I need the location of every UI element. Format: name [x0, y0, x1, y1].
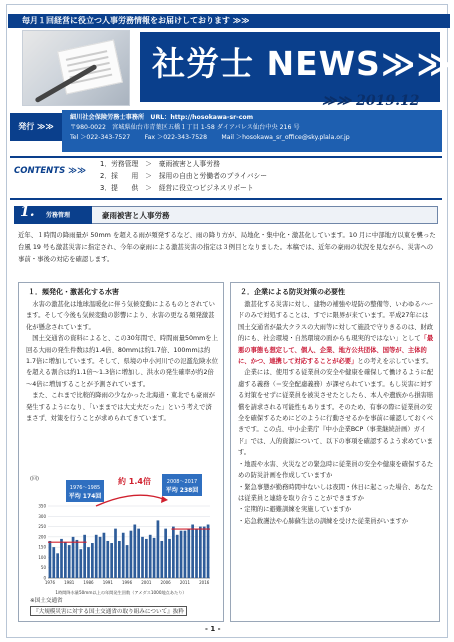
x-tick-label: 2006 [160, 580, 171, 585]
chart-bar [49, 541, 52, 578]
chart-y-ticks [38, 504, 46, 581]
chart-bar [133, 525, 136, 578]
chart-bar [191, 525, 194, 578]
chart-bar [118, 541, 121, 578]
chart-bar [157, 520, 160, 578]
y-tick-label: 250 [38, 524, 46, 530]
y-tick-label: 0 [43, 575, 46, 581]
chart-bar [95, 535, 98, 578]
divider-bottom [10, 198, 442, 200]
chart-bar [130, 531, 133, 578]
contents-item: 1．労務管理 ＞ 豪雨被害と人事労務 [100, 160, 220, 168]
chart-bar [122, 533, 125, 578]
chart-bar [187, 529, 190, 578]
x-tick-label: 2016 [199, 580, 210, 585]
hero-photo [22, 30, 130, 106]
x-tick-label: 1981 [64, 580, 75, 585]
bcp-bullet: ・定期的に避難訓練を実施していますか [238, 506, 352, 514]
intro-paragraph: 近年、１時間の降雨量が 50mm を超える雨が頻発するなど、雨の降り方が、局地化・集中化・激甚化しています。10 月に中部地方以東を襲った台風 19 号も激甚災害に指定され、今年の豪雨による激甚災害の指定は３例目となりました。本稿では、近年の豪雨の状況を見ながら、災害への事前・事後の対応を確認します。 [18, 231, 436, 263]
chart-bar [141, 537, 144, 578]
right-average-label: 平均 238回 [165, 487, 199, 494]
chart-bar [64, 542, 67, 578]
chart-bar [91, 543, 94, 578]
chart-bar [180, 531, 183, 578]
bcp-bullet: ・地震や水害、火災などの緊急時に従業員の安全や健康を確保するための防災計画を作成していますか [238, 460, 434, 480]
contents-list [100, 158, 440, 194]
x-tick-label: 1986 [83, 580, 94, 585]
chart-bar [72, 537, 75, 578]
y-tick-label: 150 [38, 544, 46, 550]
contents-item: 3．提 供 ＞ 経営に役立つビジネスリポート [100, 184, 254, 192]
increase-callout: 約 1.4倍 [118, 477, 151, 486]
chart-x-ticks [45, 580, 210, 585]
chart-source-label: ※国土交通省 [30, 598, 63, 604]
newsletter-logo: 社労士 NEWS≫≫ [152, 44, 452, 83]
chart-bar [184, 531, 187, 578]
chart-bar [195, 529, 198, 578]
y-unit-label: (回) [30, 476, 39, 482]
publisher-mail: Mail ＞hosokawa_sr_office@sky.plala.or.jp [221, 134, 350, 141]
chart-bar [103, 533, 106, 578]
chart-bar [137, 529, 140, 578]
rainfall-chart [26, 470, 216, 598]
chart-source-document: 『大規模災害に対する国土交通省の取り組みについて』抜粋 [30, 606, 187, 616]
chart-bar [160, 541, 163, 578]
right-period-label: 2008～2017 [166, 479, 198, 485]
chart-bar [52, 547, 55, 578]
chart-bar [172, 527, 175, 578]
page-number: - 1 - [205, 625, 221, 633]
chart-bar [203, 527, 206, 578]
y-tick-label: 350 [38, 503, 46, 509]
publisher-fax: Fax ＞022-343-7528 [144, 134, 208, 141]
bcp-bullet: ・応急救護法や心肺蘇生法の訓練を受けた従業員がいますか [238, 517, 409, 525]
chart-bar [126, 545, 129, 578]
increase-arrow [96, 495, 166, 506]
chart-bar [87, 547, 90, 578]
section-category: 労務管理 [46, 212, 71, 219]
chart-bar [207, 525, 210, 578]
y-tick-label: 300 [38, 513, 46, 519]
chart-bar [56, 553, 59, 578]
right-column-heading: ２．企業による防災対策の必要性 [240, 288, 345, 296]
chart-footnote: 1時間降水量50mm以上の年間発生回数（アメダス1000地点あたり） [55, 590, 187, 595]
chart-bar [168, 539, 171, 578]
section-number: 1. [20, 204, 35, 220]
right-paragraph-text: との考えを示しています。 [357, 358, 433, 366]
left-paragraph: 水害の激甚化は地球温暖化に伴う気候変動によるものとされています。そして今後も気候変動の影響により、水害の更なる頻発激甚化が懸念されています。 [26, 301, 215, 331]
chart-bar [76, 540, 79, 578]
y-tick-label: 100 [38, 554, 46, 560]
chart-bar [164, 529, 167, 578]
right-paragraph [238, 299, 434, 367]
left-paragraph: また、これまで比較的降雨の少なかった北海道・東北でも豪雨が発生するようになり、「いままでは大丈夫だった」という考えで済まさず、対策を行うことが求められてきています。 [26, 392, 215, 423]
right-paragraph: 企業には、使用する従業員の安全や健康を確保して働けるように配慮する義務（＝安全配慮義務）が課せられています。もし災害に対する対策をせずに従業員を被災させたとしたら、本人や遺族から損害賠償を請求される可能性もあります。そのため、有事の際に従業員の安全を確保するためにどのように行動させるかを事前に確認しておくべきです。この点、中小企業庁『中小企業BCP（事業継続計画）ガイド』では、人的資源について、以下の事項を確認するよう求めています。 [238, 369, 434, 457]
publisher-contact [70, 133, 434, 143]
x-tick-label: 2011 [179, 580, 191, 585]
chart-bar [106, 541, 109, 578]
chart-bar [110, 543, 113, 578]
x-tick-label: 1991 [102, 580, 113, 585]
right-column-body [238, 299, 434, 527]
publisher-address: 〒980-0022 宮城県仙台市青葉区五橋１丁目 1-58 ダイアパレス仙台中央 216 号 [70, 124, 300, 131]
contents-item: 2．採 用 ＞ 採用の自由と労働者のプライバシー [100, 172, 268, 180]
right-paragraph-text: 激甚化する災害に対し、建物の補強や堤防の整備等、いわゆるハードのみで対処することは、すでに限界が来ています。平成27年には国土交通省が最大クラスの大雨等に対して施設で守りきるのは、財政的にも、社会環境・自然環境の面からも現実的ではない」として [238, 301, 434, 343]
chart-bar [68, 545, 71, 578]
chart-bar [60, 539, 63, 578]
chart-bar [114, 529, 117, 578]
issue-date: ≫≫ 2019.12 [322, 93, 420, 109]
chart-bar [145, 539, 148, 578]
left-period-label: 1976～1985 [69, 485, 101, 491]
left-average-label: 平均 174回 [68, 493, 102, 500]
chart-bar [176, 535, 179, 578]
chart-bar [153, 538, 156, 578]
bcp-bullet: ・緊急事態が勤務時間中ないしは夜間・休日に起こった場合、あなたは従業員と連絡を取り合うことができますか [238, 483, 434, 502]
chart-bar [83, 535, 86, 578]
chart-bar [149, 535, 152, 578]
left-column-body [26, 299, 218, 424]
left-column-heading: １．頻発化・激甚化する水害 [28, 288, 119, 296]
x-tick-label: 1996 [121, 580, 133, 585]
contents-label: CONTENTS ≫≫ [14, 166, 86, 176]
x-tick-label: 1976 [44, 580, 56, 585]
left-paragraph: 国土交通省の資料によると、この30年間で、時間雨量50mmを上回る大雨の発生件数は約1.4倍、80mmは約1.7倍、100mmは約1.7倍に増加しています。そして、県境の中小河川での氾濫危険水位を超える割合は約1.1倍～1.3倍に増加し、洪水の発生確率が約2倍～4倍に増加することが予測されています。 [26, 335, 218, 388]
x-tick-label: 2001 [141, 580, 152, 585]
section-title: 豪雨被害と人事労務 [102, 211, 170, 220]
chart-bar [199, 527, 202, 578]
y-tick-label: 200 [38, 534, 46, 540]
publisher-tel: Tel ＞022-343-7527 [70, 134, 131, 141]
top-banner: 毎月１回経営に役立つ人事労務情報をお届けしております ≫≫ [8, 14, 450, 28]
chart-bar [99, 537, 102, 578]
highlighted-quote: 「最悪の事態も想定して、個人、企業、地方公共団体、国等が、主体的に、かつ、連携して対応することが必要」 [238, 335, 434, 366]
publisher-info [62, 110, 442, 152]
increase-arrowhead [161, 496, 168, 503]
publisher-label: 発行 ≫≫ [10, 113, 62, 141]
publisher-name: 細川社会保険労務士事務所 URL：http://hosokawa-sr-com [70, 114, 254, 121]
chart-bar [79, 549, 82, 578]
y-tick-label: 50 [40, 565, 46, 571]
